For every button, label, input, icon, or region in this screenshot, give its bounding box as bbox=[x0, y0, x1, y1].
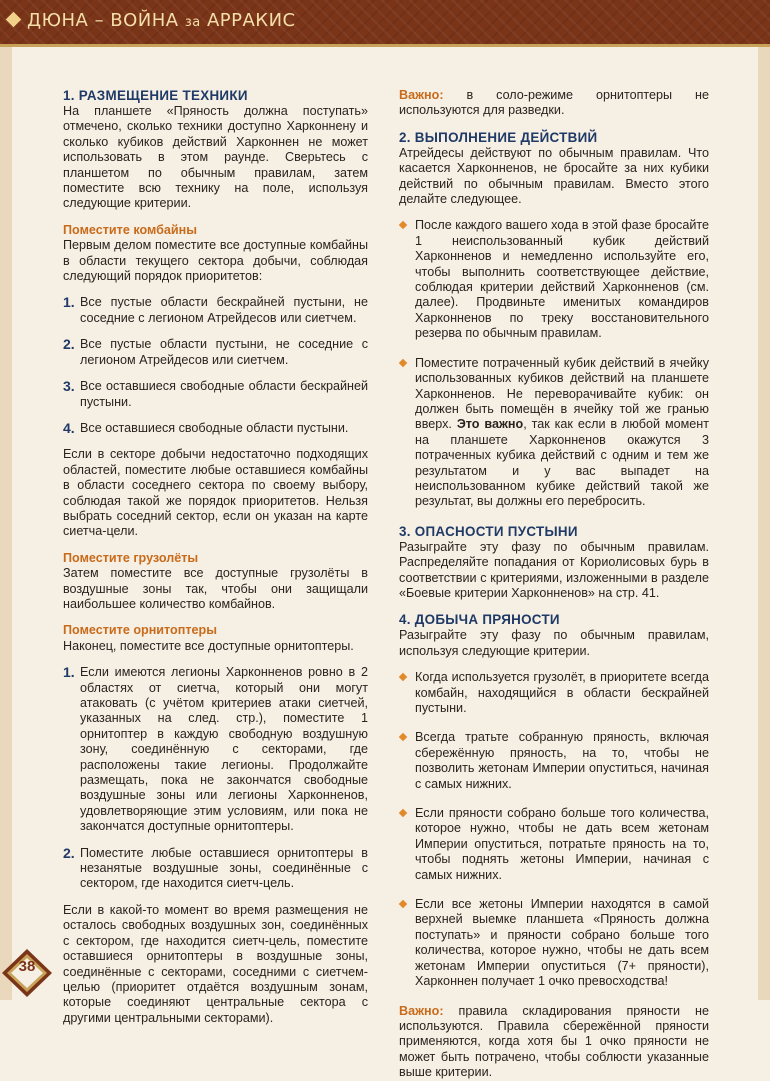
section-text: На планшете «Пряность должна поступать» отмечено, сколько техники доступно Харконнену и сколько кубиков действий Харконнен не может использовать в этом раунде. Сверьтесь с планшетом по обычным правилам, затем поместите всю технику на поле, используя следующие критерии. bbox=[63, 104, 368, 211]
subsection-title-ornithopters: Поместите орнитоптеры bbox=[63, 623, 217, 638]
subsection-text: Первым делом поместите все доступные комбайны в области текущего сектора добычи, соблюдая следующий порядок приоритетов: bbox=[63, 238, 368, 284]
diamond-bullet-icon bbox=[399, 218, 415, 341]
paragraph: Если в секторе добычи недостаточно подходящих областей, поместите любые оставшиеся комбайны в области соседнего сектора по своему выбору, соблюдая такой же порядок приоритетов. Нельзя выбрать соседний сектор, если он указан на карте сиетча-цели. bbox=[63, 447, 368, 539]
list-item: Всегда тратьте собранную пряность, включая сбережённую пряность, на то, чтобы не позволить жетонам Империи опуститься, начиная с самых нижних. bbox=[399, 730, 709, 792]
list-item: 2. Все пустые области пустыни, не соседние с легионом Атрейдесов или сиетчем. bbox=[63, 336, 368, 367]
subsection-title-carryalls: Поместите грузолёты bbox=[63, 550, 199, 565]
subsection-text: Наконец, поместите все доступные орнитоптеры. bbox=[63, 638, 354, 653]
diamond-bullet-icon bbox=[399, 670, 415, 716]
section-title-actions: 2. ВЫПОЛНЕНИЕ ДЕЙСТВИЙ bbox=[399, 129, 598, 145]
section-text: Разыграйте эту фазу по обычным правилам. Распределяйте попадания от Кориолисовых бурь в соответствии с критериями, изложенными в разделе «Боевые критерии Харконненов» на стр. 41. bbox=[399, 539, 709, 600]
left-border bbox=[0, 47, 12, 1000]
list-item: Если все жетоны Империи находятся в самой верхней выемке планшета «Пряность должна поступать» и пряности собрано больше того количества, которое нужно, чтобы не дать всем жетонам Империи опуститься (7+ пряности), Харконнен получает 1 очко превосходства! bbox=[399, 897, 709, 989]
paragraph: Если в какой-то момент во время размещения не осталось свободных воздушных зон, соединённых с сектором, где находится сиетч-цель, поместите оставшиеся орнитоптеры в воздушные зоны, соединённые с секторами, соседними с сиетчем-целью (приоритет отдаётся воздушным зонам, которые соединяют центральные сектора с другими центральными секторами). bbox=[63, 902, 368, 1025]
list-item: Поместите потраченный кубик действий в ячейку использованных кубиков действий на планшете Харконненов. Не переворачивайте кубик: он должен быть помещён в ячейку той же гранью вверх. Это важно, так как если в любой момент на планшете Харконненов окажутся 3 потраченных кубика действий с одним и тем же результатом и у вас выпадет на неиспользованном кубике действий такой же результат, вы должны его перебросить. bbox=[399, 356, 709, 510]
diamond-bullet-icon bbox=[399, 356, 415, 510]
subsection-text: Затем поместите все доступные грузолёты в воздушные зоны так, чтобы они защищали наибольшее количество комбайнов. bbox=[63, 566, 368, 611]
header-title: ДЮНА – ВОЙНА за АРРАКИС bbox=[27, 10, 296, 31]
list-item: 3. Все оставшиеся свободные области бескрайней пустыни. bbox=[63, 378, 368, 409]
diamond-icon bbox=[6, 12, 22, 28]
list-item: 1. Если имеются легионы Харконненов ровно в 2 областях от сиетча, который они могут атаковать (с учётом критериев атаки сиетчей, указанных на след. стр.), поместите 1 орнитоптер в каждую свободную воздушную зону, соединённую с секторами, где расположены такие легионы. Продолжайте размещать, пока не закончатся свободные воздушные зоны или легионы Харконненов, удовлетворяющие этим условиям, или пока не закончатся доступные орнитоптеры. bbox=[63, 664, 368, 834]
list-item: 4. Все оставшиеся свободные области пустыни. bbox=[63, 419, 349, 436]
page-number: 38 bbox=[18, 958, 36, 975]
diamond-bullet-icon bbox=[399, 806, 415, 883]
list-item: После каждого вашего хода в этой фазе бросайте 1 неиспользованный кубик действий Харконненов и немедленно используйте его, чтобы выполнить соответствующее действие, соблюдая критерии действий Харконненов (см. далее). Продвиньте именитых командиров Харконненов по треку восстановительного резерва по обычным правилам. bbox=[399, 218, 709, 341]
section-text: Атрейдесы действуют по обычным правилам. Что касается Харконненов, не бросайте за них кубики действий по обычным правилам. Вместо этого делайте следующее. bbox=[399, 145, 709, 207]
diamond-bullet-icon bbox=[399, 897, 415, 989]
note-spice-storage: Важно: правила складирования пряности не используются. Правила сбережённой пряности применяются, когда хотя бы 1 очко пряности не может быть потрачено, чтобы соблюсти указанные выше критерии. bbox=[399, 1003, 709, 1080]
section-title-placement: 1. РАЗМЕЩЕНИЕ ТЕХНИКИ bbox=[63, 88, 248, 103]
right-border bbox=[758, 47, 770, 1000]
note-solo: Важно: в соло-режиме орнитоптеры не используются для разведки. bbox=[399, 88, 709, 118]
right-column bbox=[399, 88, 709, 1081]
diamond-bullet-icon bbox=[399, 730, 415, 792]
subsection-title-harvesters: Поместите комбайны bbox=[63, 222, 198, 237]
list-item: 1. Все пустые области бескрайней пустыни, не соседние с легионом Атрейдесов или сиетчем. bbox=[63, 294, 368, 325]
left-column bbox=[63, 88, 368, 1026]
list-item: Когда используется грузолёт, в приоритете всегда комбайн, находящийся в области бескрайней пустыни. bbox=[399, 670, 709, 716]
section-title-spice: 4. ДОБЫЧА ПРЯНОСТИ bbox=[399, 612, 560, 628]
section-text: Разыграйте эту фазу по обычным правилам, используя следующие критерии. bbox=[399, 628, 709, 658]
section-title-hazards: 3. ОПАСНОСТИ ПУСТЫНИ bbox=[399, 523, 578, 539]
page-header bbox=[0, 0, 770, 47]
list-item: Если пряности собрано больше того количества, которое нужно, чтобы не дать всем жетонам Империи опуститься, потратьте пряность на то, чтобы поднять жетоны Империи, начиная с самых нижних. bbox=[399, 806, 709, 883]
list-item: 2. Поместите любые оставшиеся орнитоптеры в незанятые воздушные зоны, соединённые с сектором, где находится сиетч-цель. bbox=[63, 844, 368, 891]
